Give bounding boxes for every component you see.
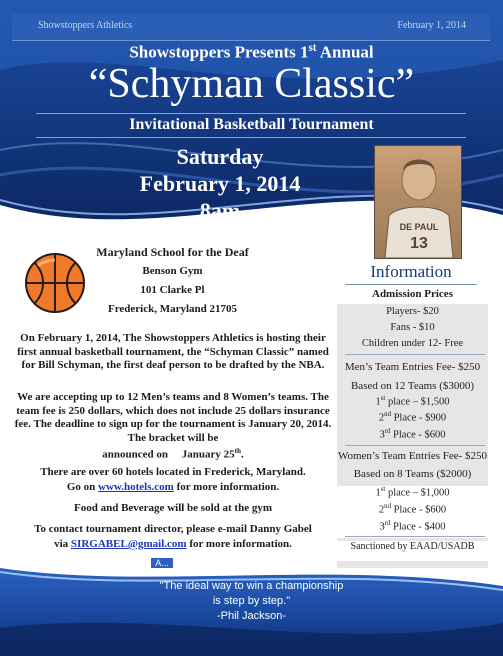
price-players: Players- $20 — [386, 306, 439, 317]
title-rule-bottom — [36, 137, 466, 138]
venue-gym: Benson Gym — [142, 265, 203, 277]
mens-second-place: 2nd Place - $900 — [378, 411, 447, 424]
venue-street: 101 Clarke Pl — [140, 284, 205, 296]
info-divider-1 — [345, 354, 485, 355]
footer-banner — [0, 568, 503, 656]
info-divider-3 — [345, 536, 485, 537]
quote-line-1: "The ideal way to win a championship — [159, 580, 344, 592]
player-image — [375, 146, 461, 258]
mens-fee: Men’s Team Entries Fee- $250 — [344, 361, 481, 373]
womens-third-place: 3rd Place - $400 — [337, 520, 488, 538]
header-date: February 1, 2014 — [397, 20, 466, 31]
mens-basis: Based on 12 Teams ($3000) — [350, 380, 475, 392]
email-link[interactable]: SIRGABEL@gmail.com — [70, 538, 187, 550]
info-heading: Information — [345, 262, 477, 285]
price-fans: Fans - $10 — [390, 322, 435, 333]
quote-author: -Phil Jackson- — [216, 610, 287, 622]
hotels-paragraph: There are over 60 hotels located in Frederick, Maryland. Go on www.hotels.com for more information. — [40, 466, 306, 493]
contact-paragraph: To contact tournament director, please e-mail Danny Gabel via SIRGABEL@gmail.com for more information. — [34, 523, 312, 550]
title-rule-top — [36, 113, 466, 114]
event-time: 8am — [199, 198, 241, 223]
info-divider-2 — [345, 445, 485, 446]
player-photo — [374, 145, 462, 259]
price-children: Children under 12- Free — [361, 338, 464, 349]
womens-basis: Based on 8 Teams ($2000) — [353, 468, 472, 480]
event-subtitle: Invitational Basketball Tournament — [129, 116, 374, 133]
hotels-link[interactable]: www.hotels.com — [98, 481, 174, 493]
womens-first-place: 1st place – $1,000 — [337, 486, 488, 503]
mens-first-place: 1st place – $1,500 — [375, 395, 450, 408]
text-anchor-tag: A... — [151, 558, 173, 569]
sanction-note: Sanctioned by EAAD/USADB — [337, 541, 488, 561]
quote-line-2: is step by step." — [212, 595, 291, 607]
food-paragraph: Food and Beverage will be sold at the gym — [74, 502, 272, 514]
teams-paragraph: We are accepting up to 12 Men’s teams and 8 Women’s teams. The team fee is 250 dollars, which does not include 25 dollars insurance fee. The deadline to sign up for the tournament is January 20, 2014. The bracket will be announced on January 25th. — [14, 391, 332, 461]
mens-third-place: 3rd Place - $600 — [379, 428, 446, 441]
top-bar — [12, 14, 490, 41]
womens-fee: Women’s Team Entries Fee- $250 — [337, 450, 488, 462]
intro-paragraph: On February 1, 2014, The Showstoppers Athletics is hosting their first annual basketball tournament, the “Schyman Classic” named for Bill Schyman, the first deaf person to be drafted by the NBA. — [17, 332, 329, 371]
womens-second-place: 2nd Place - $600 — [337, 503, 488, 520]
event-title: “Schyman Classic” — [88, 61, 415, 107]
venue-city: Frederick, Maryland 21705 — [107, 303, 238, 315]
event-day: Saturday — [176, 144, 264, 169]
venue-school: Maryland School for the Deaf — [96, 245, 249, 259]
org-name: Showstoppers Athletics — [38, 20, 133, 31]
event-date: February 1, 2014 — [139, 171, 301, 196]
presents-line: Showstoppers Presents 1st Annual — [129, 42, 374, 62]
svg-text:13: 13 — [410, 235, 428, 252]
admission-title: Admission Prices — [337, 288, 488, 304]
svg-text:DE PAUL: DE PAUL — [399, 222, 439, 232]
